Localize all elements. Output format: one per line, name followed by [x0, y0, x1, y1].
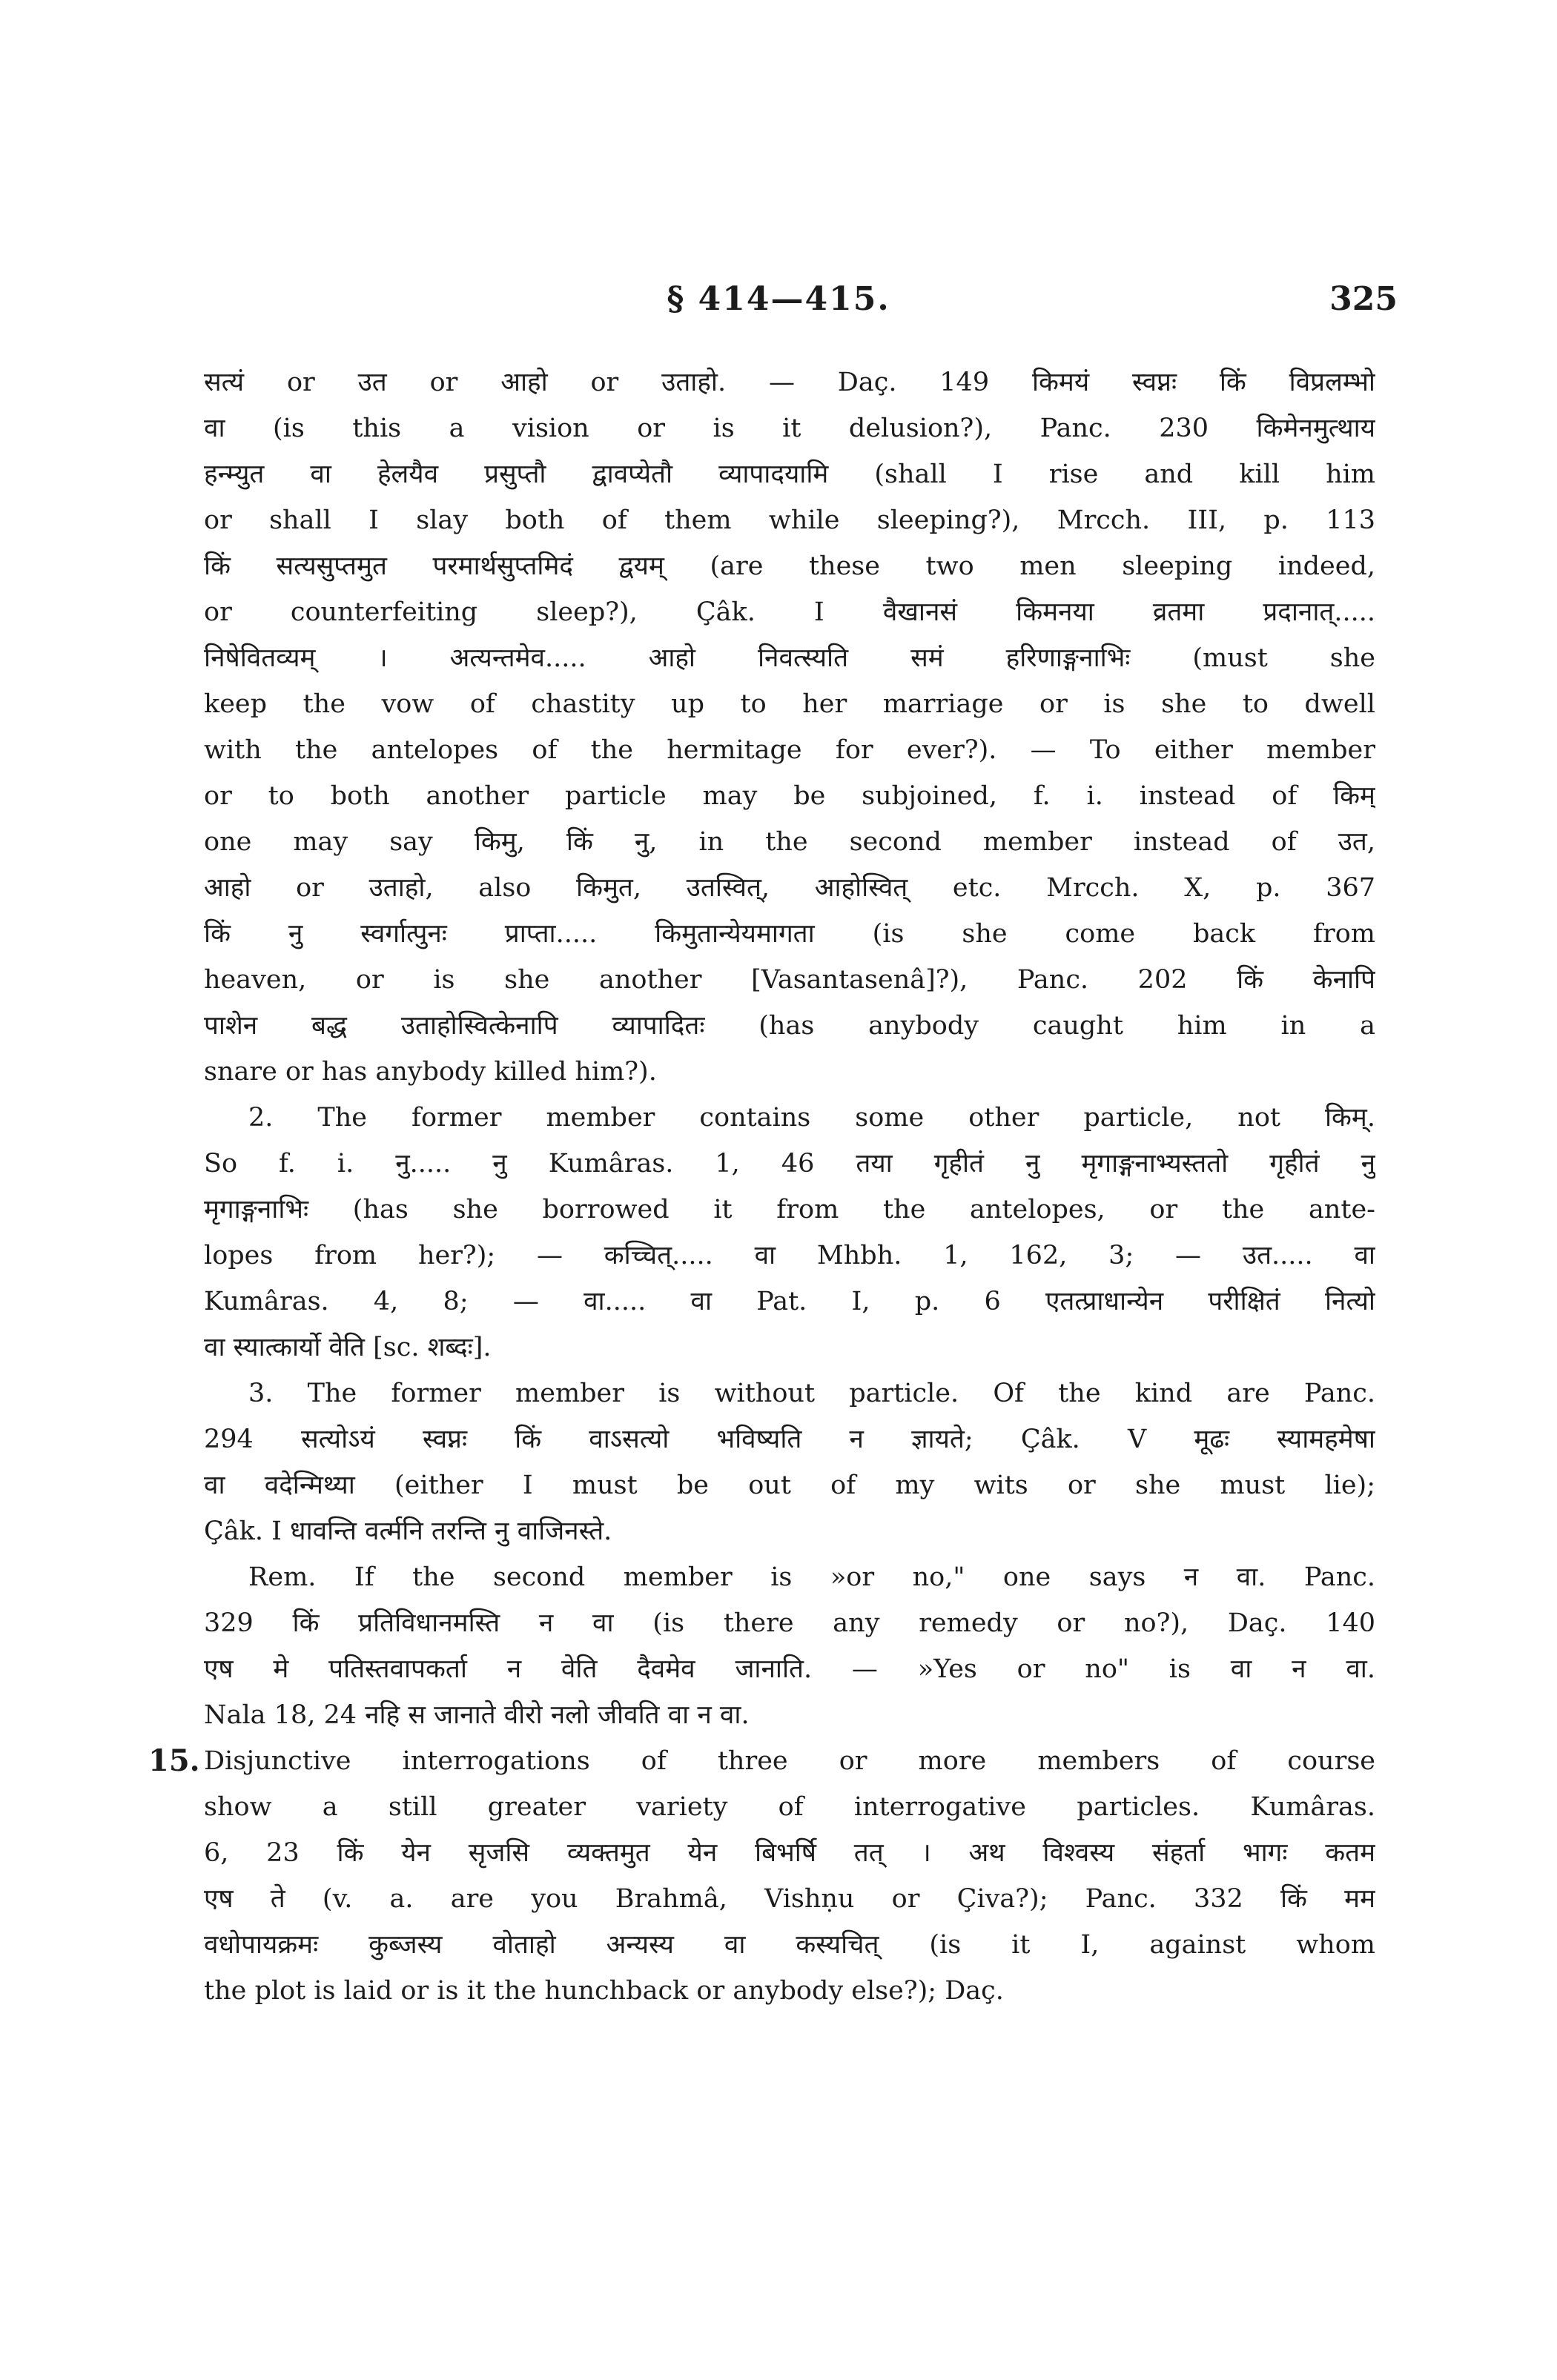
- text-line: Rem. If the second member is »or no," one says न वा. Panc.: [248, 1562, 1375, 1592]
- text-line: निषेवितव्यम् । अत्यन्तमेव..... आहो निवत्स्यति समं हरिणाङ्गनाभिः (must she: [204, 643, 1375, 673]
- text-line: वा (is this a vision or is it delusion?), Panc. 230 किमेनमुत्थाय: [204, 414, 1375, 443]
- text-line: Kumâras. 4, 8; — वा..... वा Pat. I, p. 6 एतत्प्राधान्येन परीक्षितं नित्यो: [204, 1287, 1375, 1316]
- text-line: किं नु स्वर्गात्पुनः प्राप्ता..... किमुतान्येयमागता (is she come back from: [204, 919, 1375, 949]
- text-line: वा वदेन्मिथ्या (either I must be out of my wits or she must lie);: [204, 1471, 1375, 1500]
- text-line: show a still greater variety of interrogative particles. Kumâras.: [204, 1792, 1375, 1822]
- text-line: snare or has anybody killed him?).: [204, 1057, 657, 1087]
- text-line: 294 सत्योऽयं स्वप्नः किं वाऽसत्यो भविष्यति न ज्ञायते; Çâk. V मूढः स्यामहमेषा: [204, 1425, 1375, 1454]
- text-line: heaven, or is she another [Vasantasenâ]?), Panc. 202 किं केनापि: [204, 965, 1375, 995]
- text-line: वधोपायक्रमः कुब्जस्य वोताहो अन्यस्य वा कस्यचित् (is it I, against whom: [204, 1930, 1375, 1960]
- section-margin-number: 15.: [148, 1743, 200, 1778]
- text-line: or counterfeiting sleep?), Çâk. I वैखानसं किमनया व्रतमा प्रदानात्.....: [204, 597, 1375, 627]
- text-body: [204, 359, 1375, 2014]
- text-line: 3. The former member is without particle. Of the kind are Panc.: [248, 1379, 1375, 1408]
- text-line: एष ते (v. a. are you Brahmâ, Vishṇu or Çiva?); Panc. 332 किं मम: [204, 1884, 1375, 1914]
- text-line: वा स्यात्कार्यो वेति [sc. शब्दः].: [204, 1333, 492, 1362]
- text-line: So f. i. नु..... नु Kumâras. 1, 46 तया गृहीतं नु मृगाङ्गनाभ्यस्ततो गृहीतं नु: [204, 1149, 1375, 1179]
- page-number: 325: [1329, 280, 1398, 318]
- text-line: lopes from her?); — कच्चित्..... वा Mhbh. 1, 162, 3; — उत..... वा: [204, 1241, 1375, 1270]
- text-line: हन्म्युत वा हेलयैव प्रसुप्तौ द्वावप्येतौ व्यापादयामि (shall I rise and kill him: [204, 460, 1375, 489]
- text-line: पाशेन बद्ध उताहोस्वित्केनापि व्यापादितः (has anybody caught him in a: [204, 1011, 1375, 1041]
- text-line: or to both another particle may be subjoined, f. i. instead of किम्: [204, 781, 1375, 811]
- text-line: Disjunctive interrogations of three or more members of course: [204, 1746, 1375, 1776]
- text-line: किं सत्यसुप्तमुत परमार्थसुप्तमिदं द्वयम् (are these two men sleeping indeed,: [204, 551, 1375, 581]
- text-line: 2. The former member contains some other particle, not किम्.: [248, 1103, 1375, 1133]
- section-heading: § 414—415.: [667, 280, 890, 318]
- text-line: Çâk. I धावन्ति वर्त्मनि तरन्ति नु वाजिनस्ते.: [204, 1516, 612, 1546]
- text-line: एष मे पतिस्तवापकर्ता न वेति दैवमेव जानाति. — »Yes or no" is वा न वा.: [204, 1654, 1375, 1684]
- text-line: सत्यं or उत or आहो or उताहो. — Daç. 149 किमयं स्वप्नः किं विप्रलम्भो: [204, 368, 1375, 397]
- text-line: 329 किं प्रतिविधानमस्ति न वा (is there any remedy or no?), Daç. 140: [204, 1608, 1375, 1638]
- text-line: the plot is laid or is it the hunchback or anybody else?); Daç.: [204, 1976, 1004, 2006]
- text-line: with the antelopes of the hermitage for ever?). — To either member: [204, 735, 1375, 765]
- text-line: 6, 23 किं येन सृजसि व्यक्तमुत येन बिभर्षि तत् । अथ विश्वस्य संहर्ता भागः कतम: [204, 1838, 1375, 1868]
- text-line: or shall I slay both of them while sleeping?), Mrcch. III, p. 113: [204, 505, 1375, 535]
- text-line: मृगाङ्गनाभिः (has she borrowed it from the antelopes, or the ante-: [204, 1195, 1375, 1224]
- page-header: [0, 280, 1557, 325]
- text-line: आहो or उताहो, also किमुत, उतस्वित्, आहोस्वित् etc. Mrcch. X, p. 367: [204, 873, 1375, 903]
- text-line: keep the vow of chastity up to her marriage or is she to dwell: [204, 689, 1375, 719]
- text-line: one may say किमु, किं नु, in the second member instead of उत,: [204, 827, 1375, 857]
- text-line: Nala 18, 24 नहि स जानाते वीरो नलो जीवति वा न वा.: [204, 1700, 750, 1730]
